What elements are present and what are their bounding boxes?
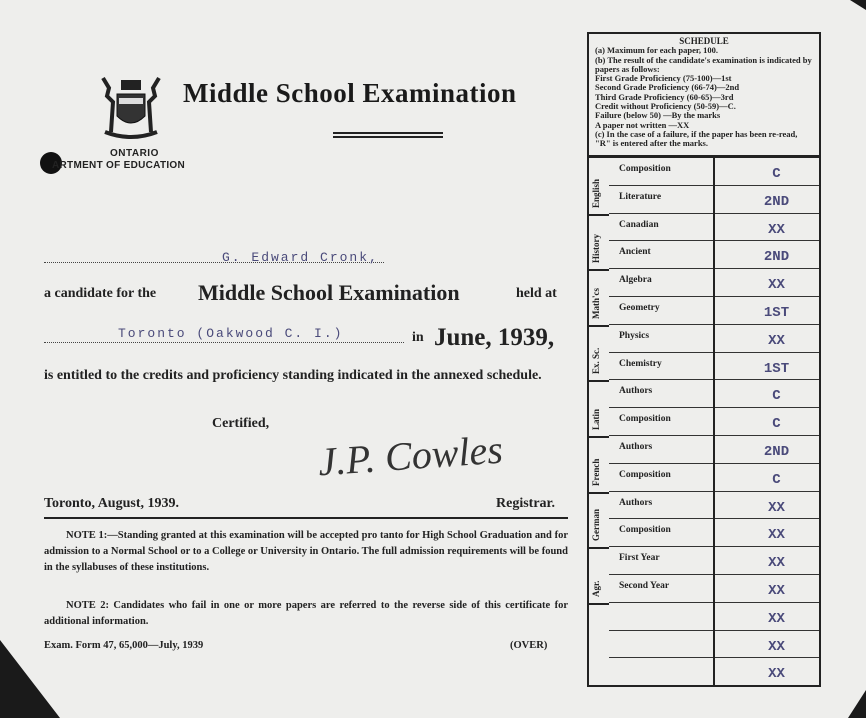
subject-name: Authors [619,497,653,508]
note-1: NOTE 1:—Standing granted at this examination will be accepted pro tanto for High School Graduation and for admission to a Normal School or to a College or University in Ontario. The full admission requirements will be found in the syllabuses of these institutions. [44,530,568,573]
subject-name: Physics [619,330,650,341]
subject-name: Algebra [619,275,652,286]
grade-value: 1ST [763,305,790,321]
certified-label: Certified, [212,416,270,431]
grade-value: XX [768,277,785,294]
subject-name: Geometry [619,303,660,313]
legend-line: First Grade Proficiency (75-100)—1st [595,73,732,84]
legend-line: A paper not written —XX [595,119,690,130]
subject-name: Canadian [619,219,659,230]
group-label: German [591,509,601,542]
subject-name: Literature [619,191,662,202]
exam-date: June, 1939, [434,324,555,351]
legend-line: (b) The result of the candidate's examination is indicated by papers as follows: [595,54,812,74]
subject-name: Composition [619,469,671,480]
double-rule [333,132,443,138]
grade-value: C [772,416,781,433]
group-label: English [591,178,601,208]
over-label: (OVER) [510,640,548,651]
page-title: Middle School Examination [183,78,517,108]
place-date: Toronto, August, 1939. [44,496,179,511]
note-2: NOTE 2: Candidates who fail in one or more papers are referred to the reverse side of this certificate for additional information. [44,600,568,627]
grade-value: XX [768,332,785,349]
department-label: ARTMENT OF EDUCATION [52,160,186,171]
registrar-signature: J.P. Cowles [316,426,505,485]
grade-value: C [772,166,781,182]
grade-value: XX [768,499,785,516]
grade-value: XX [768,638,785,655]
province-label: ONTARIO [110,148,159,159]
subject-name: Composition [619,414,671,425]
subject-name: Chemistry [619,358,662,369]
legend-line: Credit without Proficiency (50-59)—C. [595,101,736,112]
held-at-label: held at [516,286,557,301]
exam-location: Toronto (Oakwood C. I.) [118,326,344,341]
subject-name: Second Year [619,581,670,591]
grade-value: 2ND [763,249,790,266]
location-line [44,342,404,343]
entitlement-statement: is entitled to the credits and proficiency standing indicated in the annexed schedule. [44,368,542,383]
legend-line: Third Grade Proficiency (60-65)—3rd [595,91,734,102]
legend-line: Second Grade Proficiency (66-74)—2nd [595,82,740,93]
candidate-prefix: a candidate for the [44,286,157,301]
subject-name: Ancient [619,247,651,258]
grade-value: 2ND [763,193,790,210]
grade-value: XX [768,221,785,238]
group-label: Latin [591,408,601,430]
subject-name: Composition [619,164,671,174]
subject-name: Authors [619,442,653,452]
grade-value: C [772,388,781,405]
divider [44,517,568,519]
grade-value: XX [768,527,785,544]
ontario-coat-of-arms [95,72,167,144]
grade-value: 1ST [763,360,790,377]
group-label: History [591,234,601,264]
subject-name: Authors [619,386,653,397]
grade-value: 2ND [763,444,790,460]
schedule-table [587,32,821,687]
form-number: Exam. Form 47, 65,000—July, 1939 [44,640,204,651]
legend-line: Failure (below 50) —By the marks [595,110,721,121]
schedule-legend [589,34,819,158]
candidate-name: G. Edward Cronk, [222,250,379,265]
grade-value: XX [768,583,785,599]
in-label: in [412,330,424,345]
subject-name: First Year [619,553,660,564]
grade-value: XX [768,610,785,627]
grade-column-divider [713,158,715,685]
grade-value: C [772,471,781,488]
group-label: French [591,458,601,486]
registrar-label: Registrar. [496,496,555,511]
legend-line: (c) In the case of a failure, if the paper has been re-read, "R" is entered after the marks. [595,128,798,149]
schedule-heading: SCHEDULE [679,36,729,46]
group-label: Agr. [591,580,601,597]
exam-name: Middle School Examination [198,280,460,305]
subject-name: Composition [619,525,671,536]
group-label: Ex. Sc. [591,348,601,375]
grade-value: XX [768,666,785,683]
group-label: Math'cs [591,287,601,319]
legend-line: (a) Maximum for each paper, 100. [595,45,719,56]
grade-value: XX [768,555,785,572]
